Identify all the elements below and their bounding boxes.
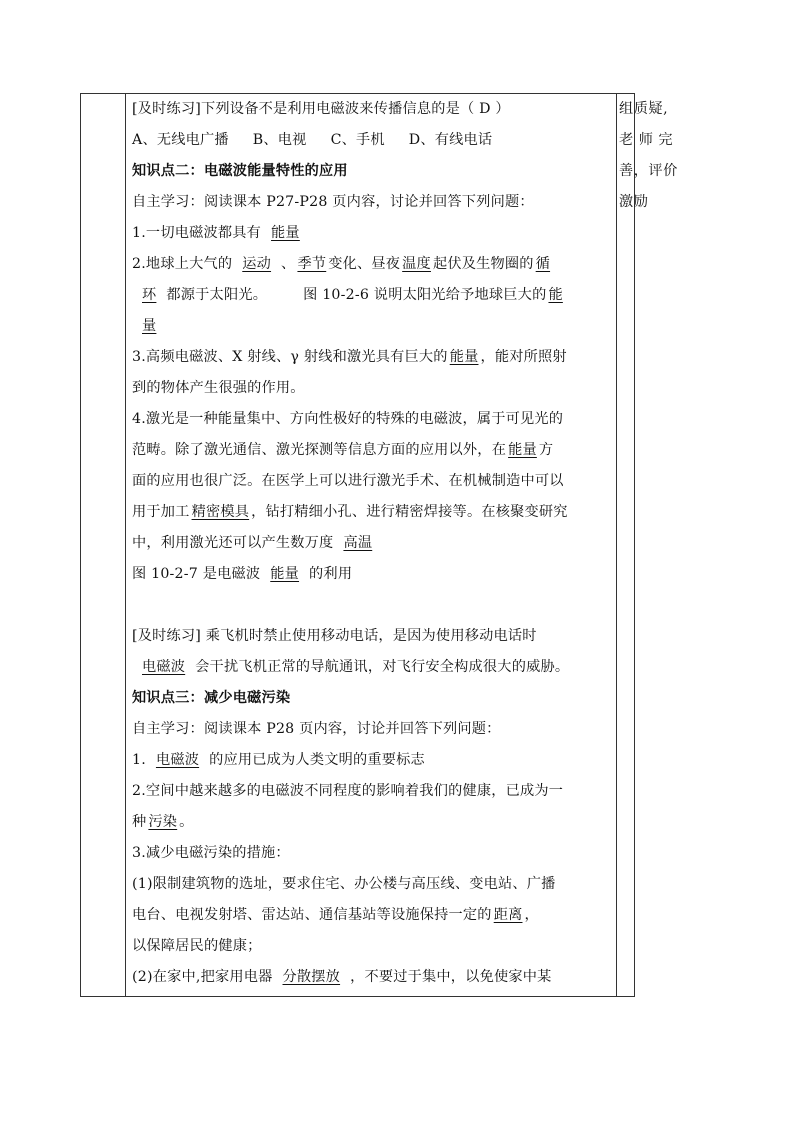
answer-blank: 高温 (343, 535, 373, 551)
kp3-measure-1-line3: 以保障居民的健康； (132, 938, 262, 954)
knowledge-point-3-title: 知识点三：减少电磁污染 (132, 690, 291, 706)
knowledge-point-2-intro: 自主学习：阅读课本 P27-P28 页内容，讨论并回答下列问题： (132, 194, 534, 210)
practice-1-options (132, 125, 612, 156)
kp2-question-1: 1.一切电磁波都具有 能量 (132, 218, 612, 249)
kp3-question-2: 2.空间中越来越多的电磁波不同程度的影响着我们的健康，已成为一 (132, 783, 564, 799)
lesson-content (132, 94, 612, 993)
teacher-note-line: 激励 (619, 194, 649, 210)
option-a: A、无线电广播 (132, 132, 229, 148)
teacher-notes-column (619, 94, 687, 218)
answer-blank: 温度 (402, 256, 431, 272)
answer-blank: 污染 (148, 814, 178, 830)
practice-1-answer: D (479, 101, 491, 117)
column-divider-left (125, 94, 126, 996)
kp2-figure-7: 图 10-2-7 是电磁波 能量 的利用 (132, 566, 353, 582)
answer-blank: 环 (142, 287, 157, 303)
teacher-note-line: 组质疑, (619, 101, 669, 117)
answer-blank: 电磁波 (155, 752, 200, 768)
kp2-question-4-line2: 范畴。除了激光通信、激光探测等信息方面的应用以外，在 能量 方 (132, 442, 554, 458)
kp3-question-3: 3.减少电磁污染的措施： (132, 845, 290, 861)
practice-1-question: [及时练习]下列设备不是利用电磁波来传播信息的是（ D ） (132, 101, 510, 117)
kp3-measure-1-line2: 电台、电视发射塔、雷达站、通信基站等设施保持一定的 距离 ， (132, 907, 539, 923)
knowledge-point-2-title: 知识点二：电磁波能量特性的应用 (132, 163, 348, 179)
column-divider-right (616, 94, 617, 996)
kp2-question-2-cont: 环 都源于太阳光。 图 10-2-6 说明太阳光给予地球巨大的 能 (132, 280, 612, 311)
answer-blank: 能量 (271, 225, 300, 241)
option-c: C、手机 (330, 132, 385, 148)
answer-blank: 季节 (297, 256, 327, 272)
answer-blank: 能量 (270, 566, 300, 582)
kp2-question-3: 3.高频电磁波、X 射线、γ 射线和激光具有巨大的 能量 ，能对所照射 (132, 349, 567, 365)
knowledge-point-3-intro: 自主学习：阅读课本 P28 页内容，讨论并回答下列问题： (132, 721, 501, 737)
kp3-question-1: 1. 电磁波 的应用已成为人类文明的重要标志 (132, 752, 425, 768)
kp2-question-2: 2.地球上大气的 运动 、 季节 变化、昼夜 温度 起伏及生物圈的 循 (132, 256, 551, 272)
blank-line (132, 590, 612, 621)
kp2-question-2-end (132, 311, 612, 342)
practice-2-question-cont: 电磁波 会干扰飞机正常的导航通讯，对飞行安全构成很大的威胁。 (132, 652, 612, 683)
kp3-question-2-cont: 种 污染 。 (132, 814, 194, 830)
answer-blank: 电磁波 (142, 659, 186, 675)
kp2-question-4: 4.激光是一种能量集中、方向性极好的特殊的电磁波，属于可见光的 (132, 411, 564, 427)
answer-blank: 量 (142, 318, 157, 334)
answer-blank: 分散摆放 (282, 969, 341, 985)
answer-blank: 能量 (449, 349, 479, 365)
teacher-note-line: 老 师 完 (619, 132, 674, 148)
kp3-measure-1: (1)限制建筑物的选址，要求住宅、办公楼与高压线、变电站、广播 (132, 876, 556, 892)
kp2-question-4-line3: 面的应用也很广泛。在医学上可以进行激光手术、在机械制造中可以 (132, 473, 564, 489)
answer-blank: 精密模具 (191, 504, 250, 520)
kp2-question-4-line4: 用于加工 精密模具 ，钻打精细小孔、进行精密焊接等。在核聚变研究 (132, 504, 568, 520)
teacher-note-line: 善，评价 (619, 163, 678, 179)
answer-blank: 距离 (493, 907, 523, 923)
option-d: D、有线电话 (408, 132, 493, 148)
answer-blank: 运动 (242, 256, 272, 272)
kp2-question-4-line5: 中，利用激光还可以产生数万度 高温 (132, 528, 612, 559)
option-b: B、电视 (252, 132, 307, 148)
answer-blank: 能 (548, 287, 563, 303)
answer-blank: 循 (535, 256, 551, 272)
kp2-question-3-cont: 到的物体产生很强的作用。 (132, 380, 305, 396)
kp3-measure-2: (2)在家中,把家用电器 分散摆放 ，不要过于集中，以免使家中某 (132, 969, 552, 985)
answer-blank: 能量 (508, 442, 537, 458)
practice-2-question: [及时练习] 乘飞机时禁止使用移动电话，是因为使用移动电话时 (132, 628, 537, 644)
